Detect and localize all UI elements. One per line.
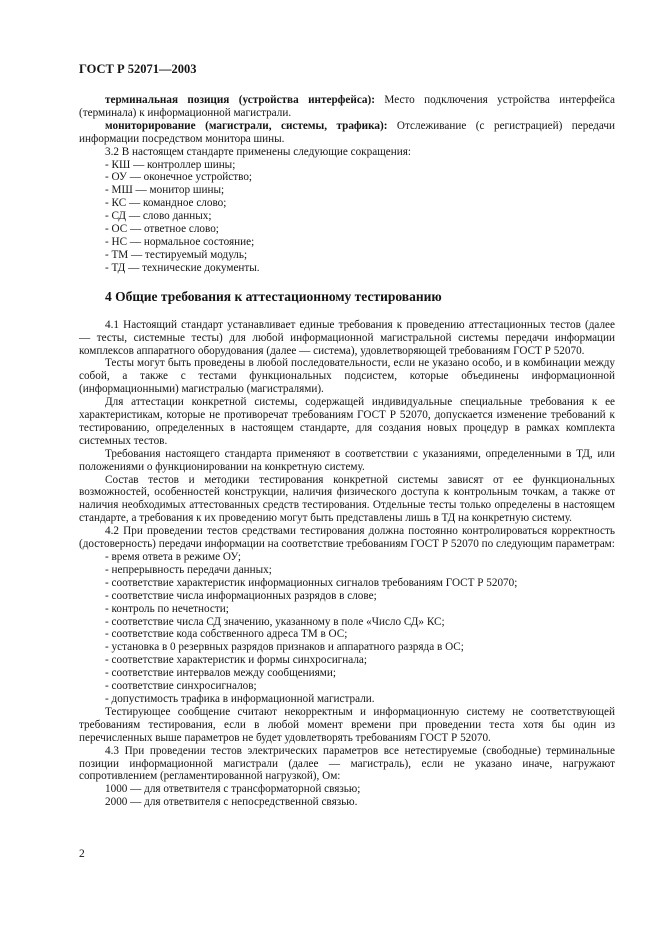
parameter-item: - соответствие числа СД значению, указанному в поле «Число СД» КС;: [105, 615, 445, 628]
abbreviation-item: - КШ — контроллер шины;: [105, 158, 236, 171]
abbreviation-item: - ТД — технические документы.: [105, 261, 260, 274]
abbreviation-item: - КС — командное слово;: [105, 197, 227, 210]
definition-text: Отслеживание (с регистрацией) передачи информации посредством монитора шины.: [79, 119, 615, 145]
definition-term: терминальная позиция (устройства интерфейса):: [105, 94, 375, 106]
definition-text: Место подключения устройства интерфейса (терминала) к информационной магистрали.: [79, 94, 615, 119]
load-item: 1000 — для ответвителя с трансформаторной связью;: [105, 783, 361, 796]
parameter-item: - непрерывность передачи данных;: [105, 563, 272, 576]
parameter-item: - время ответа в режиме ОУ;: [105, 551, 241, 563]
parameter-item: - установка в 0 резервных разрядов признаков и аппаратного разряда в ОС;: [105, 641, 464, 654]
abbreviation-item: - НС — нормальное состояние;: [105, 235, 255, 248]
abbreviations-intro: 3.2 В настоящем стандарте применены следующие сокращения:: [105, 145, 411, 158]
parameter-item: - соответствие кода собственного адреса ТМ в ОС;: [105, 628, 348, 641]
paragraph: Для аттестации конкретной системы, содержащей индивидуальные специальные требования к ее характеристикам, которые не противоречат требованиям ГОСТ Р 52070, допускается изменение требований к тестированию, определенных в настоящем стандарте, для создания новых процедур в рамках комплекта системных тестов.: [79, 396, 615, 447]
parameter-item: - контроль по нечетности;: [105, 602, 229, 615]
paragraph: 4.1 Настоящий стандарт устанавливает единые требования к проведению аттестационных тестов (далее — тесты, системные тесты) для любой информационной магистральной системы передачи информации комплексов аппаратного оборудования (далее — система), удовлетворяющей требованиям ГОСТ Р 52070.: [79, 318, 615, 357]
abbreviation-item: - СД — слово данных;: [105, 210, 212, 223]
page-number: 2: [79, 848, 85, 860]
parameter-item: - соответствие синхросигналов;: [105, 680, 257, 693]
parameter-item: - соответствие числа информационных разрядов в слове;: [105, 589, 377, 602]
definition-term: мониторирование (магистрали, системы, трафика):: [105, 119, 388, 132]
abbreviation-item: - ОС — ответное слово;: [105, 223, 219, 236]
paragraph: Тесты могут быть проведены в любой последовательности, если не указано особо, и в комбинации между собой, а также с тестами функциональных подсистем, которые объединены информационной (информационными) магистралью (магистралями).: [79, 357, 615, 396]
parameter-item: - соответствие интервалов между сообщениями;: [105, 667, 336, 680]
definition-terminal-position: [79, 94, 615, 120]
definition-monitoring: [79, 120, 615, 146]
document-body: [79, 94, 615, 809]
abbreviation-item: - ТМ — тестируемый модуль;: [105, 248, 248, 261]
paragraph: 4.2 При проведении тестов средствами тестирования должна постоянно контролироваться корректность (достоверность) передачи информации на соответствие требованиям ГОСТ Р 52070 по следующим параметрам:: [79, 525, 615, 551]
paragraph: Требования настоящего стандарта применяют в соответствии с указаниями, определенными в ТД, или положениями о функционировании на конкретную систему.: [79, 447, 615, 473]
parameter-item: - соответствие характеристик информационных сигналов требованиям ГОСТ Р 52070;: [105, 576, 518, 589]
document-header: ГОСТ Р 52071—2003: [79, 62, 197, 76]
load-item: 2000 — для ответвителя с непосредственной связью.: [105, 796, 358, 809]
abbreviation-item: - ОУ — оконечное устройство;: [105, 171, 253, 184]
abbreviation-item: - МШ — монитор шины;: [105, 184, 225, 197]
parameter-item: - допустимость трафика в информационной магистрали.: [105, 692, 375, 705]
parameter-item: - соответствие характеристик и формы синхросигнала;: [105, 654, 367, 667]
paragraph: Тестирующее сообщение считают некорректным и информационную систему не соответствующей требованиям тестирования, если в любой момент времени при проведении теста хотя бы один из перечисленных выше параметров не будет удовлетворять требованиям ГОСТ Р 52070.: [79, 705, 615, 744]
paragraph: 4.3 При проведении тестов электрических параметров все нетестируемые (свободные) терминальные позиции информационной магистрали (далее — магистраль), если не указано иначе, нагружают сопротивлением (регламентированной нагрузкой), Ом:: [79, 744, 615, 783]
paragraph: Состав тестов и методики тестирования конкретной системы зависят от ее функциональных возможностей, особенностей конструкции, наличия физического доступа к контрольным точкам, а также от наличия необходимых аттестованных средств тестирования. Отдельные тесты только определены в настоящем стандарте, а требования к их проведению могут быть представлены лишь в ТД на конкретную систему.: [79, 473, 615, 525]
section-title: 4 Общие требования к аттестационному тестированию: [105, 288, 442, 304]
